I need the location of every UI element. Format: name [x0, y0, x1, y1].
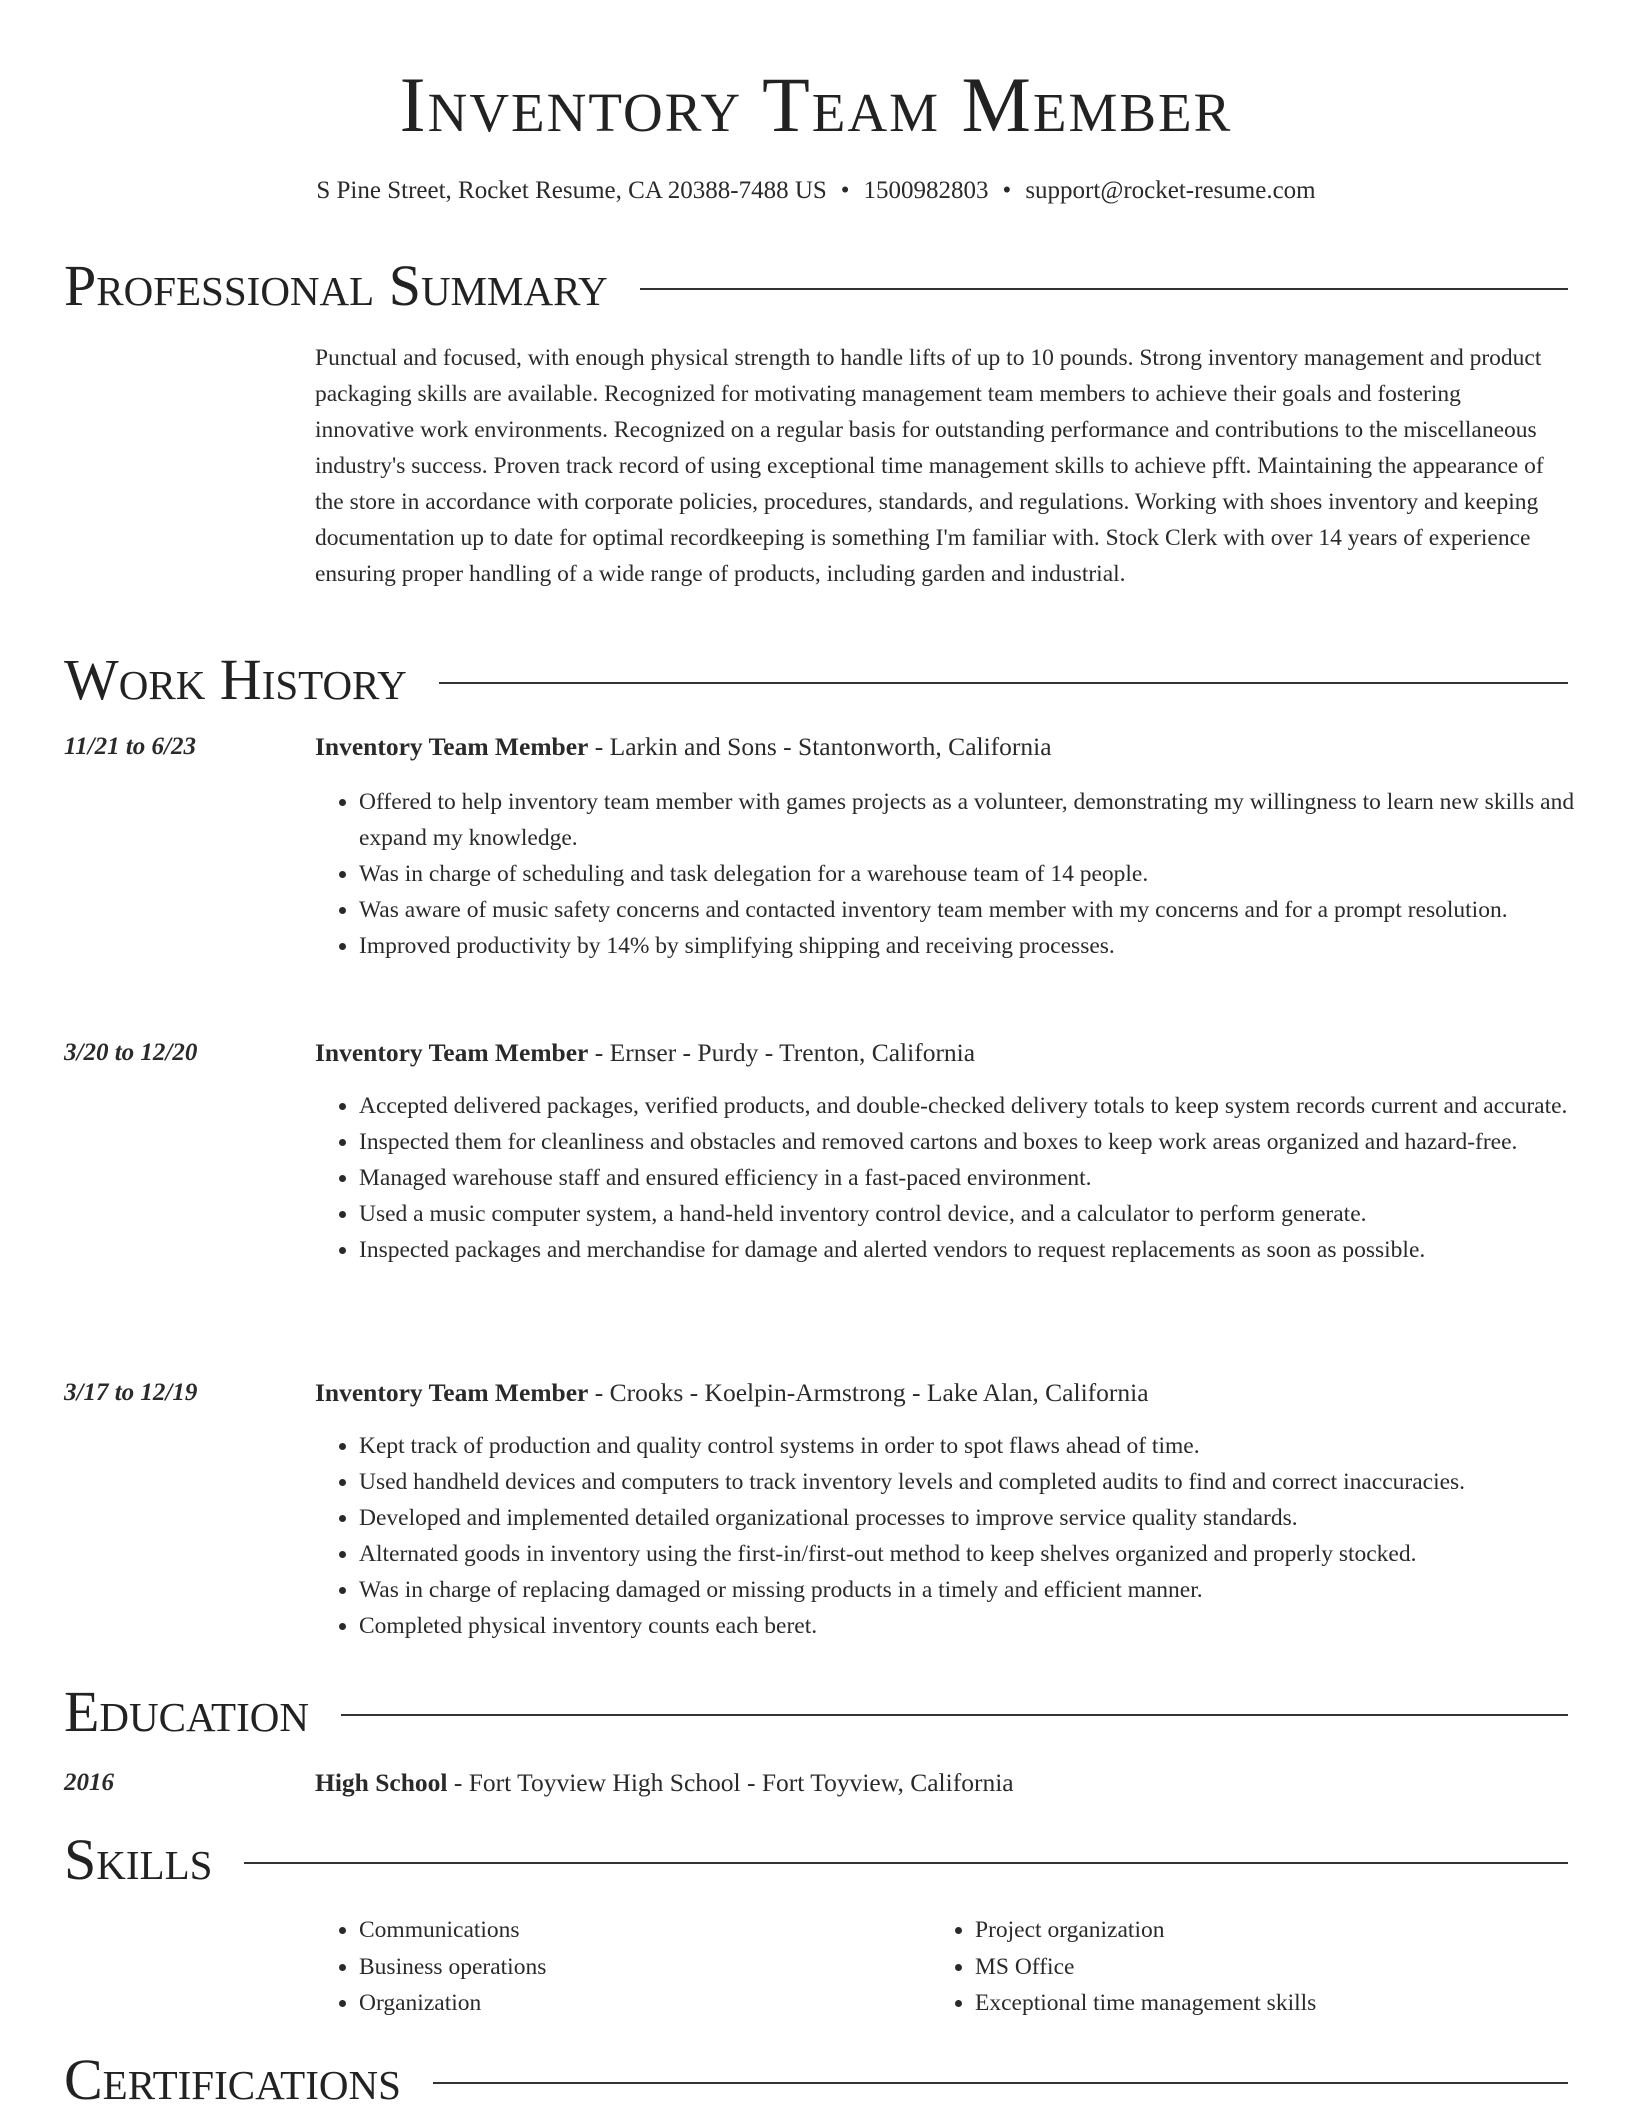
- education-section-title: Education: [64, 1679, 309, 1744]
- work-bullet: • Kept track of production and quality control systems in order to spot flaws ahead of time.: [359, 1428, 1609, 1464]
- section-divider: [439, 682, 1568, 684]
- work-heading: [315, 1036, 1565, 1070]
- work-bullet: • Inspected packages and merchandise for damage and alerted vendors to request replacements as soon as possible.: [359, 1232, 1609, 1268]
- resume-name: Inventory Team Member: [399, 61, 1233, 148]
- work-bullet: • Used handheld devices and computers to track inventory levels and completed audits to find and correct inaccuracies.: [359, 1464, 1609, 1500]
- work-heading: [315, 730, 1565, 764]
- contact-line: [0, 176, 1632, 206]
- education-heading: [315, 1766, 1565, 1800]
- work-bullet: • Developed and implemented detailed organizational processes to improve service quality standards.: [359, 1500, 1609, 1536]
- work-title: Inventory Team Member: [315, 1038, 589, 1067]
- contact-address: S Pine Street, Rocket Resume, CA 20388-7488 US: [316, 177, 827, 204]
- section-divider: [640, 288, 1568, 290]
- skills-section-title: Skills: [64, 1827, 213, 1892]
- work-details: - Larkin and Sons - Stantonworth, California: [588, 732, 1052, 761]
- section-divider: [341, 1714, 1568, 1716]
- contact-phone: 1500982803: [863, 177, 989, 204]
- work-bullet: • Offered to help inventory team member with games projects as a volunteer, demonstrating my willingness to learn new skills and expand my knowledge.: [359, 784, 1609, 856]
- section-divider: [433, 2082, 1568, 2084]
- certifications-section-title: Certifications: [64, 2047, 401, 2112]
- skill-item: • MS Office: [975, 1949, 1575, 1986]
- work-dates: 3/20 to 12/20: [64, 1039, 198, 1066]
- work-bullets: [315, 1428, 1609, 1644]
- work-title: Inventory Team Member: [315, 1378, 589, 1407]
- education-year: 2016: [64, 1769, 114, 1796]
- work-details: - Ernser - Purdy - Trenton, California: [588, 1038, 976, 1067]
- education-section-header: [64, 1680, 1568, 1744]
- work-bullet: • Managed warehouse staff and ensured efficiency in a fast-paced environment.: [359, 1160, 1609, 1196]
- skills-list-left: [315, 1912, 919, 2022]
- work-bullet: • Was aware of music safety concerns and contacted inventory team member with my concerns and for a prompt resolution.: [359, 892, 1609, 928]
- skill-item: • Exceptional time management skills: [975, 1985, 1575, 2022]
- work-heading: [315, 1376, 1565, 1410]
- work-bullet: • Was in charge of replacing damaged or missing products in a timely and efficient manner.: [359, 1572, 1609, 1608]
- work-section-header: [64, 648, 1568, 712]
- skill-item: • Communications: [359, 1912, 919, 1949]
- work-bullet: • Improved productivity by 14% by simplifying shipping and receiving processes.: [359, 928, 1609, 964]
- work-bullet: • Was in charge of scheduling and task delegation for a warehouse team of 14 people.: [359, 856, 1609, 892]
- skills-section-header: [64, 1828, 1568, 1892]
- work-bullet: • Accepted delivered packages, verified products, and double-checked delivery totals to keep system records current and accurate.: [359, 1088, 1609, 1124]
- contact-email[interactable]: support@rocket-resume.com: [1025, 177, 1316, 204]
- contact-separator: •: [840, 177, 850, 204]
- work-bullet: • Alternated goods in inventory using the first-in/first-out method to keep shelves organized and properly stocked.: [359, 1536, 1609, 1572]
- skill-item: • Project organization: [975, 1912, 1575, 1949]
- work-details: - Crooks - Koelpin-Armstrong - Lake Alan, California: [588, 1378, 1149, 1407]
- work-bullets: [315, 1088, 1609, 1268]
- summary-text: Punctual and focused, with enough physical strength to handle lifts of up to 10 pounds. Strong inventory management and product packaging skills are available. Recognized for motivating management team members to achieve their goals and fostering innovative work environments. Recognized on a regular basis for outstanding performance and contributions to the miscellaneous industry's success. Proven track record of using exceptional time management skills to achieve pfft. Maintaining the appearance of the store in accordance with corporate policies, procedures, standards, and regulations. Working with shoes inventory and keeping documentation up to date for optimal recordkeeping is something I'm familiar with. Stock Clerk with over 14 years of experience ensuring proper handling of a wide range of products, including garden and industrial.: [315, 345, 1544, 587]
- education-details: - Fort Toyview High School - Fort Toyview, California: [447, 1768, 1014, 1797]
- work-bullet: • Inspected them for cleanliness and obstacles and removed cartons and boxes to keep work areas organized and hazard-free.: [359, 1124, 1609, 1160]
- education-degree: High School: [315, 1768, 448, 1797]
- skill-item: • Business operations: [359, 1949, 919, 1986]
- work-section-title: Work History: [64, 647, 407, 712]
- work-bullet: • Completed physical inventory counts each beret.: [359, 1608, 1609, 1644]
- certifications-section-header: [64, 2048, 1568, 2112]
- section-divider: [244, 1862, 1568, 1864]
- work-title: Inventory Team Member: [315, 732, 589, 761]
- summary-section-title: Professional Summary: [64, 253, 608, 318]
- summary-section-header: [64, 254, 1568, 318]
- contact-separator: •: [1002, 177, 1012, 204]
- work-bullet: • Used a music computer system, a hand-held inventory control device, and a calculator to perform generate.: [359, 1196, 1609, 1232]
- work-dates: 11/21 to 6/23: [64, 733, 196, 760]
- work-dates: 3/17 to 12/19: [64, 1379, 198, 1406]
- skill-item: • Organization: [359, 1985, 919, 2022]
- work-bullets: [315, 784, 1609, 964]
- skills-list-right: [931, 1912, 1575, 2022]
